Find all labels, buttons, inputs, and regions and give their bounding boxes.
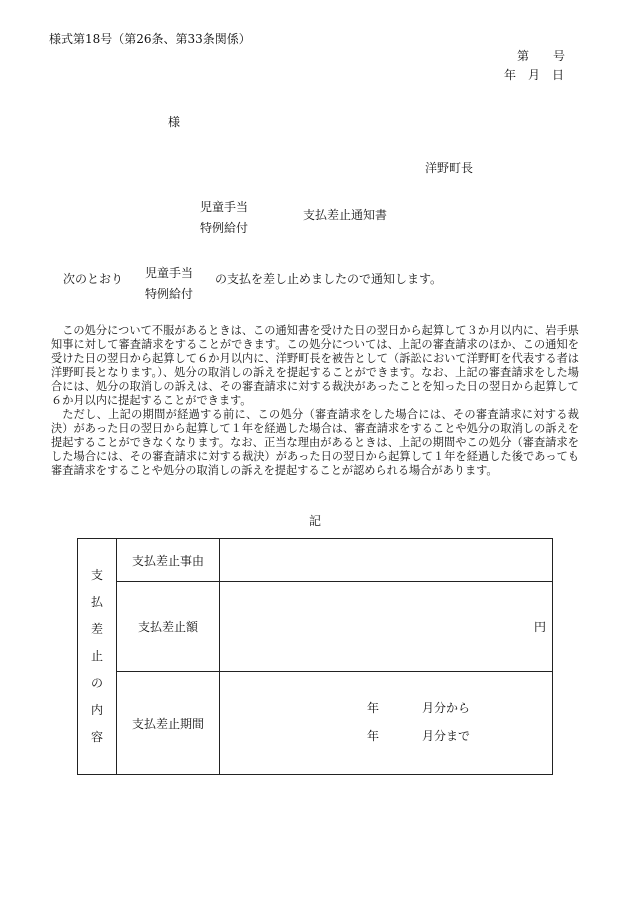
reason-label: 支払差止事由	[117, 539, 220, 582]
addressee-honorific: 様	[168, 115, 181, 129]
period-from-month: 月分から	[422, 701, 471, 715]
document-number: 第 号	[517, 49, 566, 63]
period-value	[220, 672, 553, 775]
vertical-char: 内	[90, 703, 103, 717]
vertical-section-label	[78, 539, 117, 775]
vertical-char: 差	[90, 622, 103, 636]
period-row	[78, 672, 553, 775]
suspension-details-table	[77, 538, 553, 775]
amount-label: 支払差止額	[117, 582, 220, 672]
vertical-char: 止	[90, 649, 103, 663]
reason-value	[220, 539, 553, 582]
document-date: 年 月 日	[504, 68, 565, 82]
issuer-name: 洋野町長	[425, 161, 474, 175]
form-number: 様式第18号（第26条、第33条関係）	[49, 32, 251, 46]
appeal-paragraph-2: ただし、上記の期間が経過する前に、この処分（審査請求をした場合には、その審査請求に対する裁決）があった日の翌日から起算して１年を経過した場合は、審査請求をすることや処分の取消しの訴えを提起することができなくなります。なお、正当な理由があるときは、上記の期間やこの処分（審査請求をした場合には、その審査請求に対する裁決）があった日の翌日から起算して１年を経過した後であっても審査請求をすることや処分の取消しの訴えを提起することが認められる場合があります。	[51, 408, 579, 477]
amount-unit: 円	[533, 620, 546, 634]
vertical-char: の	[90, 676, 103, 690]
title-benefit-line-1: 児童手当	[200, 200, 249, 214]
vertical-char: 支	[90, 568, 103, 582]
amount-row	[78, 582, 553, 672]
notice-prefix: 次のとおり	[63, 272, 124, 286]
period-label: 支払差止期間	[117, 672, 220, 775]
vertical-char: 容	[90, 730, 103, 744]
notice-benefit-line-2: 特例給付	[145, 287, 194, 301]
notice-benefit-line-1: 児童手当	[145, 266, 194, 280]
period-from	[367, 699, 470, 716]
period-to-month: 月分まで	[422, 729, 471, 743]
record-label: 記	[309, 514, 322, 528]
title-benefit-line-2: 特例給付	[200, 221, 249, 235]
reason-row	[78, 539, 553, 582]
appeal-instructions	[51, 324, 579, 478]
amount-value	[220, 582, 553, 672]
notice-benefit-type	[145, 263, 193, 305]
document-title: 支払差止通知書	[303, 208, 388, 222]
period-to-year: 年	[367, 729, 380, 743]
notice-suffix: の支払を差し止めましたので通知します。	[215, 272, 443, 286]
period-to	[367, 727, 470, 744]
appeal-paragraph-1: この処分について不服があるときは、この通知書を受けた日の翌日から起算して３か月以内に、岩手県知事に対して審査請求をすることができます。この処分については、上記の審査請求のほか、この通知を受けた日の翌日から起算して６か月以内に、洋野町長を被告として（訴訟において洋野町を代表する者は洋野町長となります。）、処分の取消しの訴えを提起することができます。なお、上記の審査請求をした場合には、処分の取消しの訴えは、その審査請求に対する裁決があったことを知った日の翌日から起算して６か月以内に提起することができます。	[51, 324, 579, 407]
period-from-year: 年	[367, 701, 380, 715]
title-benefit-type	[200, 197, 248, 239]
vertical-char: 払	[90, 595, 103, 609]
